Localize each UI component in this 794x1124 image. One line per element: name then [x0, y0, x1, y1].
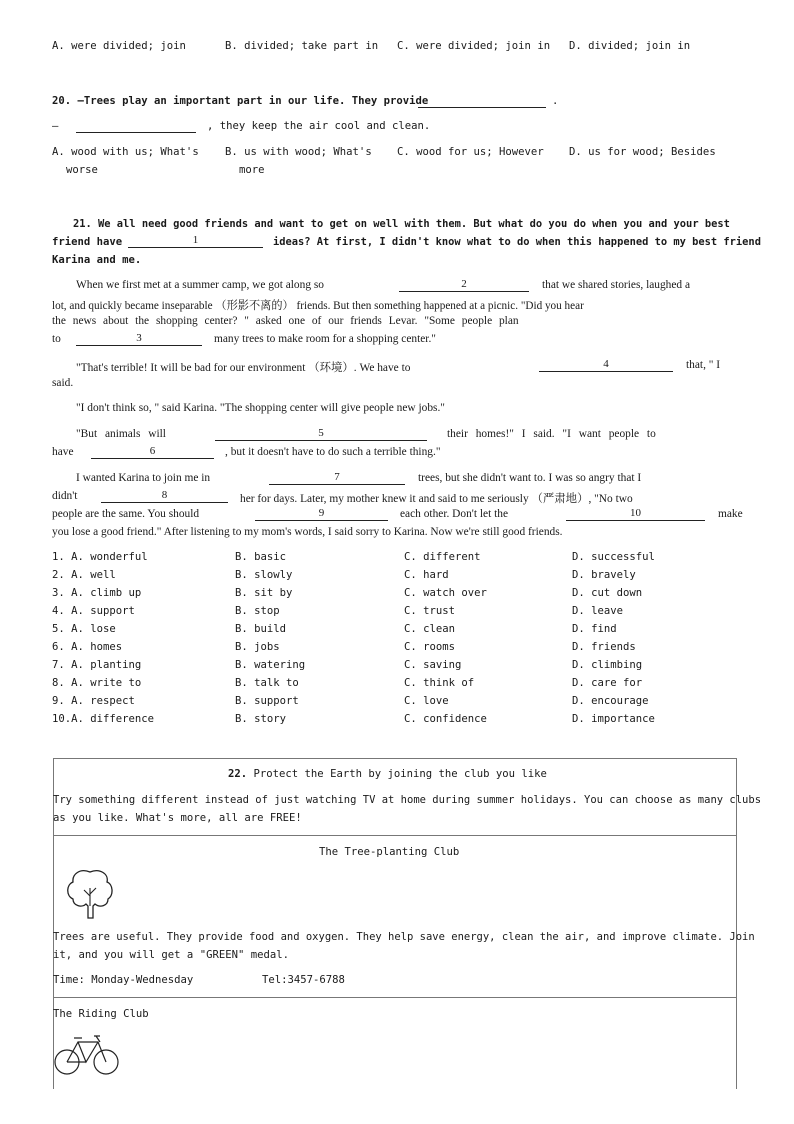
q22-box — [53, 758, 737, 1089]
q21-option-6-a: 6. A. homes — [52, 641, 123, 653]
q22-divider-2 — [53, 997, 736, 998]
q21-p1-line1b: that we shared stories, laughed a — [542, 279, 691, 291]
q21-p2-line1a: "That's terrible! It will be bad for our environment （环境）. We have to — [76, 362, 411, 374]
q21-option-1-d: D. successful — [572, 551, 655, 563]
q21-option-10-c: C. confidence — [404, 713, 487, 725]
q19-option-d: D. divided; join in — [569, 40, 691, 52]
q21-option-5-c: C. clean — [404, 623, 456, 635]
q21-option-4-d: D. leave — [572, 605, 624, 617]
q21-p5-line1a: I wanted Karina to join me in — [76, 472, 211, 484]
q21-p1-line3: the news about the shopping center? " asked one of our friends Levar. "Some people plan — [52, 315, 519, 327]
club1-desc-line2: it, and you will get a "GREEN" medal. — [53, 949, 289, 961]
club1-desc-line1: Trees are useful. They provide food and oxygen. They help save energy, clean the air, and improve climate. Join — [53, 931, 755, 943]
q20-option-a-cont: worse — [66, 164, 98, 176]
q20-blank-2 — [76, 119, 196, 133]
q21-option-2-b: B. slowly — [235, 569, 293, 581]
q21-option-9-a: 9. A. respect — [52, 695, 135, 707]
q21-p2-line1b: that, " I — [686, 359, 721, 371]
q21-option-7-d: D. climbing — [572, 659, 643, 671]
q20-option-b-cont: more — [239, 164, 265, 176]
q21-p5-line4: you lose a good friend." After listening to my mom's words, I said sorry to Karina. Now we're still good friends. — [52, 526, 563, 538]
q20-dash: — — [52, 120, 59, 132]
q21-p1-line4b: many trees to make room for a shopping center." — [214, 333, 436, 345]
q21-option-5-b: B. build — [235, 623, 287, 635]
q21-option-2-d: D. bravely — [572, 569, 636, 581]
q21-option-1-a: 1. A. wonderful — [52, 551, 148, 563]
q21-option-5-d: D. find — [572, 623, 617, 635]
q20-blank-1 — [418, 94, 546, 108]
q21-p1-line1a: When we first met at a summer camp, we got along so — [76, 279, 324, 291]
q21-option-9-b: B. support — [235, 695, 299, 707]
q21-option-6-d: D. friends — [572, 641, 636, 653]
q21-p5-line2a: didn't — [52, 490, 78, 502]
q21-intro-line1: 21. We all need good friends and want to get on well with them. But what do you do when you and your best — [73, 218, 730, 230]
q21-intro-line2a: friend have — [52, 236, 123, 248]
q21-option-3-d: D. cut down — [572, 587, 643, 599]
q21-p4-line2b: , but it doesn't have to do such a terrible thing." — [225, 446, 441, 458]
q22-title-text: Protect the Earth by joining the club you like — [253, 768, 547, 780]
q21-option-10-b: B. story — [235, 713, 287, 725]
q21-option-4-a: 4. A. support — [52, 605, 135, 617]
q21-p5-line2b: her for days. Later, my mother knew it and said to me seriously （严肃地）, "No two — [240, 493, 633, 505]
q21-blank-10: 10 — [566, 507, 705, 521]
q21-intro-line3: Karina and me. — [52, 254, 142, 266]
q21-option-4-b: B. stop — [235, 605, 280, 617]
q21-blank-7: 7 — [269, 471, 405, 485]
club2-title: The Riding Club — [53, 1008, 149, 1020]
q21-p5-line1b: trees, but she didn't want to. I was so angry that I — [418, 472, 642, 484]
q21-option-7-b: B. watering — [235, 659, 306, 671]
q21-option-5-a: 5. A. lose — [52, 623, 116, 635]
q19-option-b: B. divided; take part in — [225, 40, 379, 52]
club1-time: Time: Monday-Wednesday — [53, 974, 194, 986]
q21-blank-4: 4 — [539, 358, 673, 372]
q21-p1-line4a: to — [52, 333, 61, 345]
q21-option-4-c: C. trust — [404, 605, 456, 617]
q21-option-9-d: D. encourage — [572, 695, 649, 707]
q21-p5-line3a: people are the same. You should — [52, 508, 200, 520]
q21-blank-2: 2 — [399, 278, 529, 292]
q20-line1-end: . — [552, 95, 559, 107]
q21-blank-9: 9 — [255, 507, 388, 521]
q22-title — [228, 768, 547, 780]
bicycle-icon — [52, 1030, 122, 1078]
q21-option-10-a: 10.A. difference — [52, 713, 155, 725]
q21-option-9-c: C. love — [404, 695, 449, 707]
q21-option-3-c: C. watch over — [404, 587, 487, 599]
q21-option-7-c: C. saving — [404, 659, 462, 671]
q20-option-b: B. us with wood; What's — [225, 146, 372, 158]
q21-p4-line1a: "But animals will — [76, 428, 166, 440]
club1-tel: Tel:3457-6788 — [262, 974, 345, 986]
q21-option-8-d: D. care for — [572, 677, 643, 689]
q20-option-c: C. wood for us; However — [397, 146, 544, 158]
q21-option-1-b: B. basic — [235, 551, 287, 563]
q21-option-8-c: C. think of — [404, 677, 475, 689]
q21-option-7-a: 7. A. planting — [52, 659, 142, 671]
q21-option-3-a: 3. A. climb up — [52, 587, 142, 599]
q20-option-a: A. wood with us; What's — [52, 146, 199, 158]
q21-p5-line3c: make — [718, 508, 743, 520]
q21-blank-3: 3 — [76, 332, 202, 346]
q21-p5-line3b: each other. Don't let the — [400, 508, 509, 520]
q20-question-line1: 20. —Trees play an important part in our life. They provide — [52, 95, 429, 107]
q21-p4-line1b: their homes!" I said. "I want people to — [447, 428, 656, 440]
q21-blank-5: 5 — [215, 427, 427, 441]
q21-blank-8: 8 — [101, 489, 228, 503]
q22-number: 22. — [228, 768, 248, 780]
q19-option-a: A. were divided; join — [52, 40, 186, 52]
q21-blank-6: 6 — [91, 445, 214, 459]
q21-p4-line2a: have — [52, 446, 74, 458]
q21-option-1-c: C. different — [404, 551, 481, 563]
q21-blank-1: 1 — [128, 234, 263, 248]
q22-intro-line1: Try something different instead of just watching TV at home during summer holidays. You can choose as many clubs — [53, 794, 762, 806]
q21-p3: "I don't think so, " said Karina. "The shopping center will give people new jobs." — [76, 402, 445, 414]
q21-option-3-b: B. sit by — [235, 587, 293, 599]
q21-intro-line2b: ideas? At first, I didn't know what to do when this happened to my best friend — [273, 236, 761, 248]
q19-option-c: C. were divided; join in — [397, 40, 551, 52]
q21-option-6-c: C. rooms — [404, 641, 456, 653]
q21-p2-line2: said. — [52, 377, 74, 389]
q20-line2-text: , they keep the air cool and clean. — [207, 120, 431, 132]
q21-option-8-b: B. talk to — [235, 677, 299, 689]
q21-option-6-b: B. jobs — [235, 641, 280, 653]
q20-option-d: D. us for wood; Besides — [569, 146, 716, 158]
q21-option-8-a: 8. A. write to — [52, 677, 142, 689]
q21-p1-line2: lot, and quickly became inseparable （形影不离的） friends. But then something happened at a picnic. "Did you hear — [52, 300, 584, 312]
q21-option-2-a: 2. A. well — [52, 569, 116, 581]
tree-icon — [64, 866, 116, 922]
q22-divider-1 — [53, 835, 736, 836]
club1-title: The Tree-planting Club — [319, 846, 460, 858]
q21-option-10-d: D. importance — [572, 713, 655, 725]
q21-option-2-c: C. hard — [404, 569, 449, 581]
q22-intro-line2: as you like. What's more, all are FREE! — [53, 812, 302, 824]
